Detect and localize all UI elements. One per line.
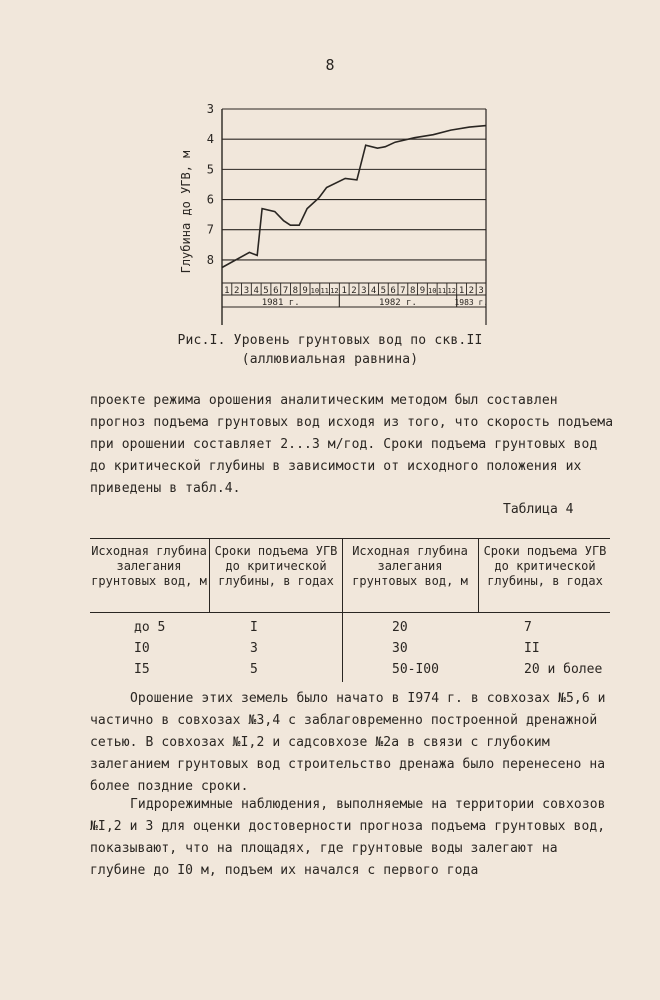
paragraph-3: Гидрорежимные наблюдения, выполняемые на территории совхозов №I,2 и 3 для оценки достоверности прогноза подъема грунтовых вод, показывают, что на площадях, где грунтовые воды залегают на глубине до I0 м, подъем их начался с первого года [90,797,606,878]
table-cell: I5 [134,662,150,677]
month-tick-label: 10 [310,287,320,295]
table-cell: 7 [524,620,532,635]
year-label: 1981 г. [261,298,300,308]
table-cell: 5 [250,662,258,677]
month-tick-label: 2 [351,286,357,296]
groundwater-chart [150,95,500,325]
table-cell: 20 [392,620,408,635]
month-tick-label: 3 [361,286,367,296]
paragraph-1: проекте режима орошения аналитическим методом был составлен прогноз подъема грунтовых вод исходя из того, что скорость подъема при орошении составляет 2...3 м/год. Сроки подъема грунтовых вод до критической глубины в зависимости от исходного положения их приведены в табл.4. [90,393,614,496]
y-tick-label: 7 [206,222,214,237]
y-tick-label: 6 [206,192,214,207]
month-tick-label: 8 [292,286,299,296]
table-top-rule [90,538,610,539]
series-line-ugv [222,126,486,268]
table-divider [478,538,479,612]
month-tick-label: 9 [302,286,308,296]
month-tick-label: 6 [273,286,279,296]
month-tick-label: 1 [458,286,465,296]
month-tick-label: 7 [282,286,289,296]
y-tick-labels [207,102,214,267]
month-tick-label: 11 [437,287,447,295]
month-tick-label: 3 [478,286,484,296]
month-tick-label: 1 [341,286,347,296]
month-tick-label: 10 [428,287,437,295]
month-tick-label: 7 [400,286,406,296]
table-label: Таблица 4 [503,502,574,517]
page-number: 8 [325,56,335,74]
table-cell: 3 [250,641,258,656]
y-tick-label: 4 [206,132,214,147]
month-tick-label: 6 [390,286,396,296]
table-divider [209,538,210,612]
month-tick-label: 4 [253,286,259,296]
x-axis-years [262,295,488,308]
month-tick-label: 3 [243,286,250,296]
y-tick-label: 5 [206,162,214,177]
table-cell: до 5 [134,620,166,635]
y-axis-label: Глубина до УГВ, м [179,150,193,274]
month-tick-label: 11 [320,287,329,295]
year-label: 1983 г. [454,298,489,307]
table-header-cell: Исходная глубина залегания грунтовых вод, м [91,544,207,588]
figure-caption-sub: (аллювиальная равнина) [241,352,419,367]
table-header-rule [90,612,610,613]
month-tick-label: 12 [447,287,456,295]
month-tick-label: 4 [370,286,377,296]
month-tick-label: 2 [233,286,240,296]
table-cell: 50-I00 [392,662,439,677]
month-tick-label: 2 [468,286,475,296]
month-tick-label: 9 [419,286,426,296]
y-tick-label: 3 [206,102,214,116]
table-cell: 30 [392,641,408,656]
year-label: 1982 г. [379,298,417,308]
paragraph-2: Орошение этих земель было начато в I974 г. в совхозах №5,6 и частично в совхозах №3,4 с заблаговременно построенной дренажной сетью. В совхозах №I,2 и садсовхозе №2а в связи с глубоким залеганием грунтовых вод строительство дренажа было перенесено на более поздние сроки. [90,691,606,794]
table-cell: II [524,641,540,656]
table-header-cell: Сроки подъема УГВ до критической глубины, в годах [483,544,607,588]
month-tick-label: 1 [224,286,230,296]
month-tick-label: 5 [263,286,269,296]
y-tick-label: 8 [206,252,214,267]
table-divider [342,538,343,682]
figure-caption: Рис.I. Уровень грунтовых вод по скв.II [177,333,483,348]
table-cell: 20 и более [524,662,603,677]
month-tick-label: 5 [380,286,387,296]
month-tick-label: 8 [409,286,416,296]
month-tick-label: 12 [330,287,339,295]
table-header-cell: Исходная глубина залегания грунтовых вод, м [352,544,468,588]
table-header-cell: Сроки подъема УГВ до критической глубины, в годах [214,544,338,588]
table-cell: I [250,620,258,635]
table-cell: I0 [134,641,150,656]
